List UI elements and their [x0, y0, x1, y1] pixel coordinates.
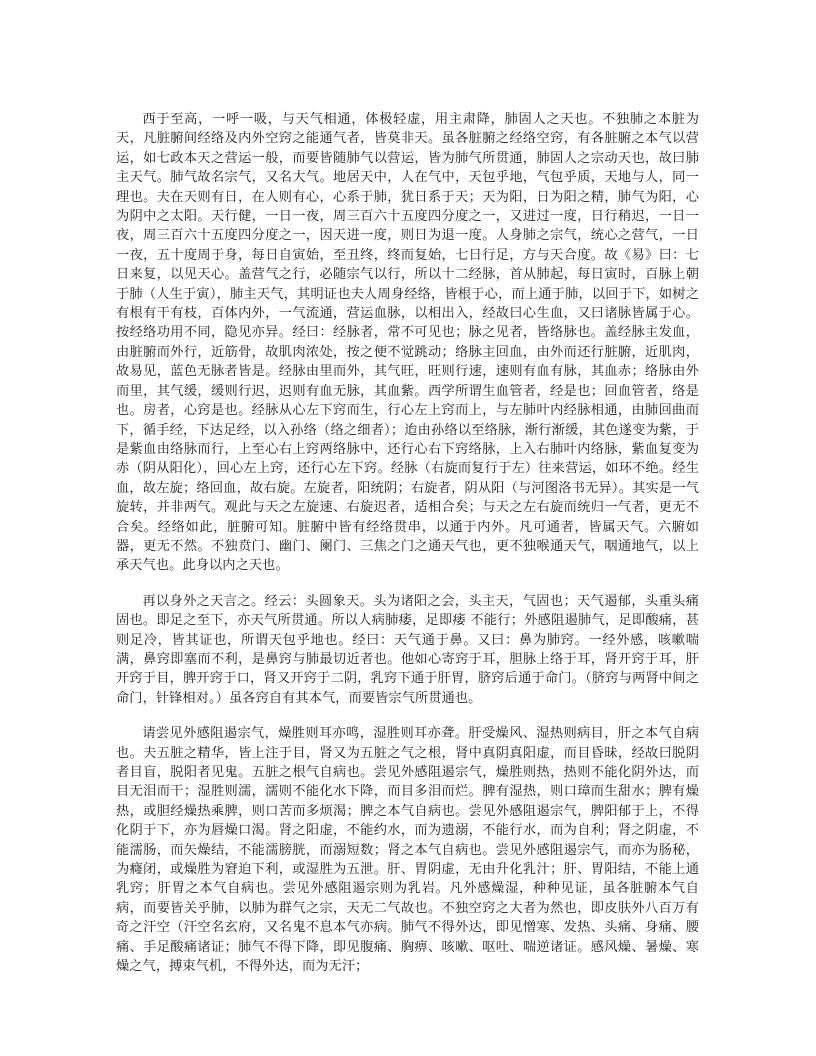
document-page [116, 110, 699, 976]
paragraph-1: 西于至高，一呼一吸，与天气相通，体极轻虚，用主肃降，肺固人之天也。不独肺之本脏为天，凡脏腑间经络及内外空窍之能通气者，皆莫非天。虽各脏腑之经络空窍，有各脏腑之本气以营运，如七政本天之营运一般，而要皆随肺气以营运，皆为肺气所贯通，肺固人之宗动天也，故曰肺主天气。肺气故名宗气，又名大气。地居天中，人在气中，天包乎地，气包乎质，天地与人，同一理也。夫在天则有日，在人则有心，心系于肺，犹日系于天；天为阳，日为阳之精，肺气为阳，心为阴中之太阳。天行健，一日一夜，周三百六十五度四分度之一，又进过一度，日行稍迟，一日一夜，周三百六十五度四分度之一，因天进一度，则日为退一度。人身肺之宗气，统心之营气，一日一夜，五十度周于身，每日自寅始，至丑终，终而复始，七日行足，方与天合度。故《易》曰：七日来复，以见天心。盖营气之行，必随宗气以行，所以十二经脉，首从肺起，每日寅时，百脉上朝于肺（人生于寅），肺主天气，其明证也夫人周身经络，皆根于心，而上通于肺，以回于下，如树之有根有干有枝，百体内外，一气流通，营运血脉，以相出入，经故曰心生血，又曰诸脉皆属于心。按经络功用不同，隐见亦异。经曰：经脉者，常不可见也；脉之见者，皆络脉也。盖经脉主发血，由脏腑而外行，近筋骨，故肌肉浓处，按之便不觉跳动；络脉主回血，由外而还行脏腑，近肌肉，故易见，蓝色无脉者皆是。经脉由里而外，其气旺，旺则行速，速则有血有脉，其血赤；络脉由外而里，其气缓，缓则行迟，迟则有血无脉，其血紫。西学所谓生血管者，经是也；回血管者，络是也。房者，心窍是也。经脉从心左下窍而生，行心左上窍而上，与左肺叶内经脉相通，由肺回曲而下，循手经，下达足经，以入孙络（络之细者）；迨由孙络以至络脉，渐行渐缓，其色遂变为紫，于是紫血由络脉而行，上至心右上窍两络脉中，还行心右下窍络脉，上入右肺叶内络脉，紫血复变为赤（阴从阳化），回心左上窍，还行心左下窍。经脉（右旋而复行于左）往来营运，如环不绝。经生血，故左旋；络回血，故右旋。左旋者，阳统阴；右旋者，阴从阳（与河图洛书无异）。其实是一气旋转，并非两气。观此与天之左旋速、右旋迟者，适相合矣；与天之左右旋而统归一气者，更无不合矣。经络如此，脏腑可知。脏腑中皆有经络贯串，以通于内外。凡可通者，皆属天气。六腑如器，更无不然。不独贲门、幽门、阑门、三焦之门之通天气也，更不独喉通天气，咽通地气，以上承天气也。此身以内之天也。 [116, 112, 699, 574]
paragraph-2: 再以身外之天言之。经云：头圆象天。头为诸阳之会，头主天，气固也；天气遏郁，头重头痛固也。即足之至下，亦天气所贯通。所以人病肺痿，足即痿 不能行；外感阻遏肺气，足即酸痛，甚则足冷，皆其证也，所谓天包乎地也。经曰：天气通于鼻。又曰：鼻为肺窍。一经外感，咳嗽喘满，鼻窍即塞而不利，是鼻窍与肺最切近者也。他如心寄窍于耳，胆脉上络于耳，肾开窍于耳，肝开窍于目，脾开窍于口，肾又开窍于二阴，乳窍下通于肝胃，脐窍后通于命门。（脐窍与两肾中间之命门，针锋相对。）虽各窍自有其本气，而要皆宗气所贯通也。 [116, 593, 699, 706]
paragraph-3: 请尝见外感阻遏宗气，燥胜则耳亦鸣，湿胜则耳亦聋。肝受燥风、湿热则病目，肝之本气自病也。夫五脏之精华，皆上注于目，肾又为五脏之气之根，肾中真阴真阳虚，而目昏昧，经故曰脱阴者目盲，脱阳者见鬼。五脏之根气自病也。尝见外感阻遏宗气，燥胜则热，热则不能化阴外达，而目无泪而干；湿胜则濡，濡则不能化水下降，而目多泪而烂。脾有湿热，则口璋而生甜水；脾有燥热，或胆经燥热乘脾，则口苦而多烦渴；脾之本气自病也。尝见外感阻遏宗气，脾阳郁于上，不得化阴于下，亦为唇燥口渴。肾之阳虚，不能约水，而为遗溺，不能行水，而为自利；肾之阴虚，不能濡肠，而矢燥结，不能濡膀胱，而溺短数；肾之本气自病也。尝见外感阻遏宗气，而亦为肠秘，为癃闭，或燥胜为窘迫下利，或湿胜为五泄。肝、胃阴虚，无由升化乳汁；肝、胃阳结，不能上通乳窍；肝胃之本气自病也。尝见外感阻遏宗则为乳岩。凡外感燥湿，种种见证，虽各脏腑本气自病，而要皆关乎肺，以肺为群气之宗，天无二气故也。不独空窍之大者为然也，即皮肤外八百万有奇之汗空（汗空名玄府，又名鬼不息本气亦病。肺气不得外达，即见憎寒、发热、头痛、身痛、腰痛、手足酸痛诸证；肺气不得下降，即见腹痛、胸痹、咳嗽、呕吐、喘逆诸证。感风燥、暑燥、寒燥之气，搏束气机，不得外达，而为无汗； [116, 726, 699, 975]
